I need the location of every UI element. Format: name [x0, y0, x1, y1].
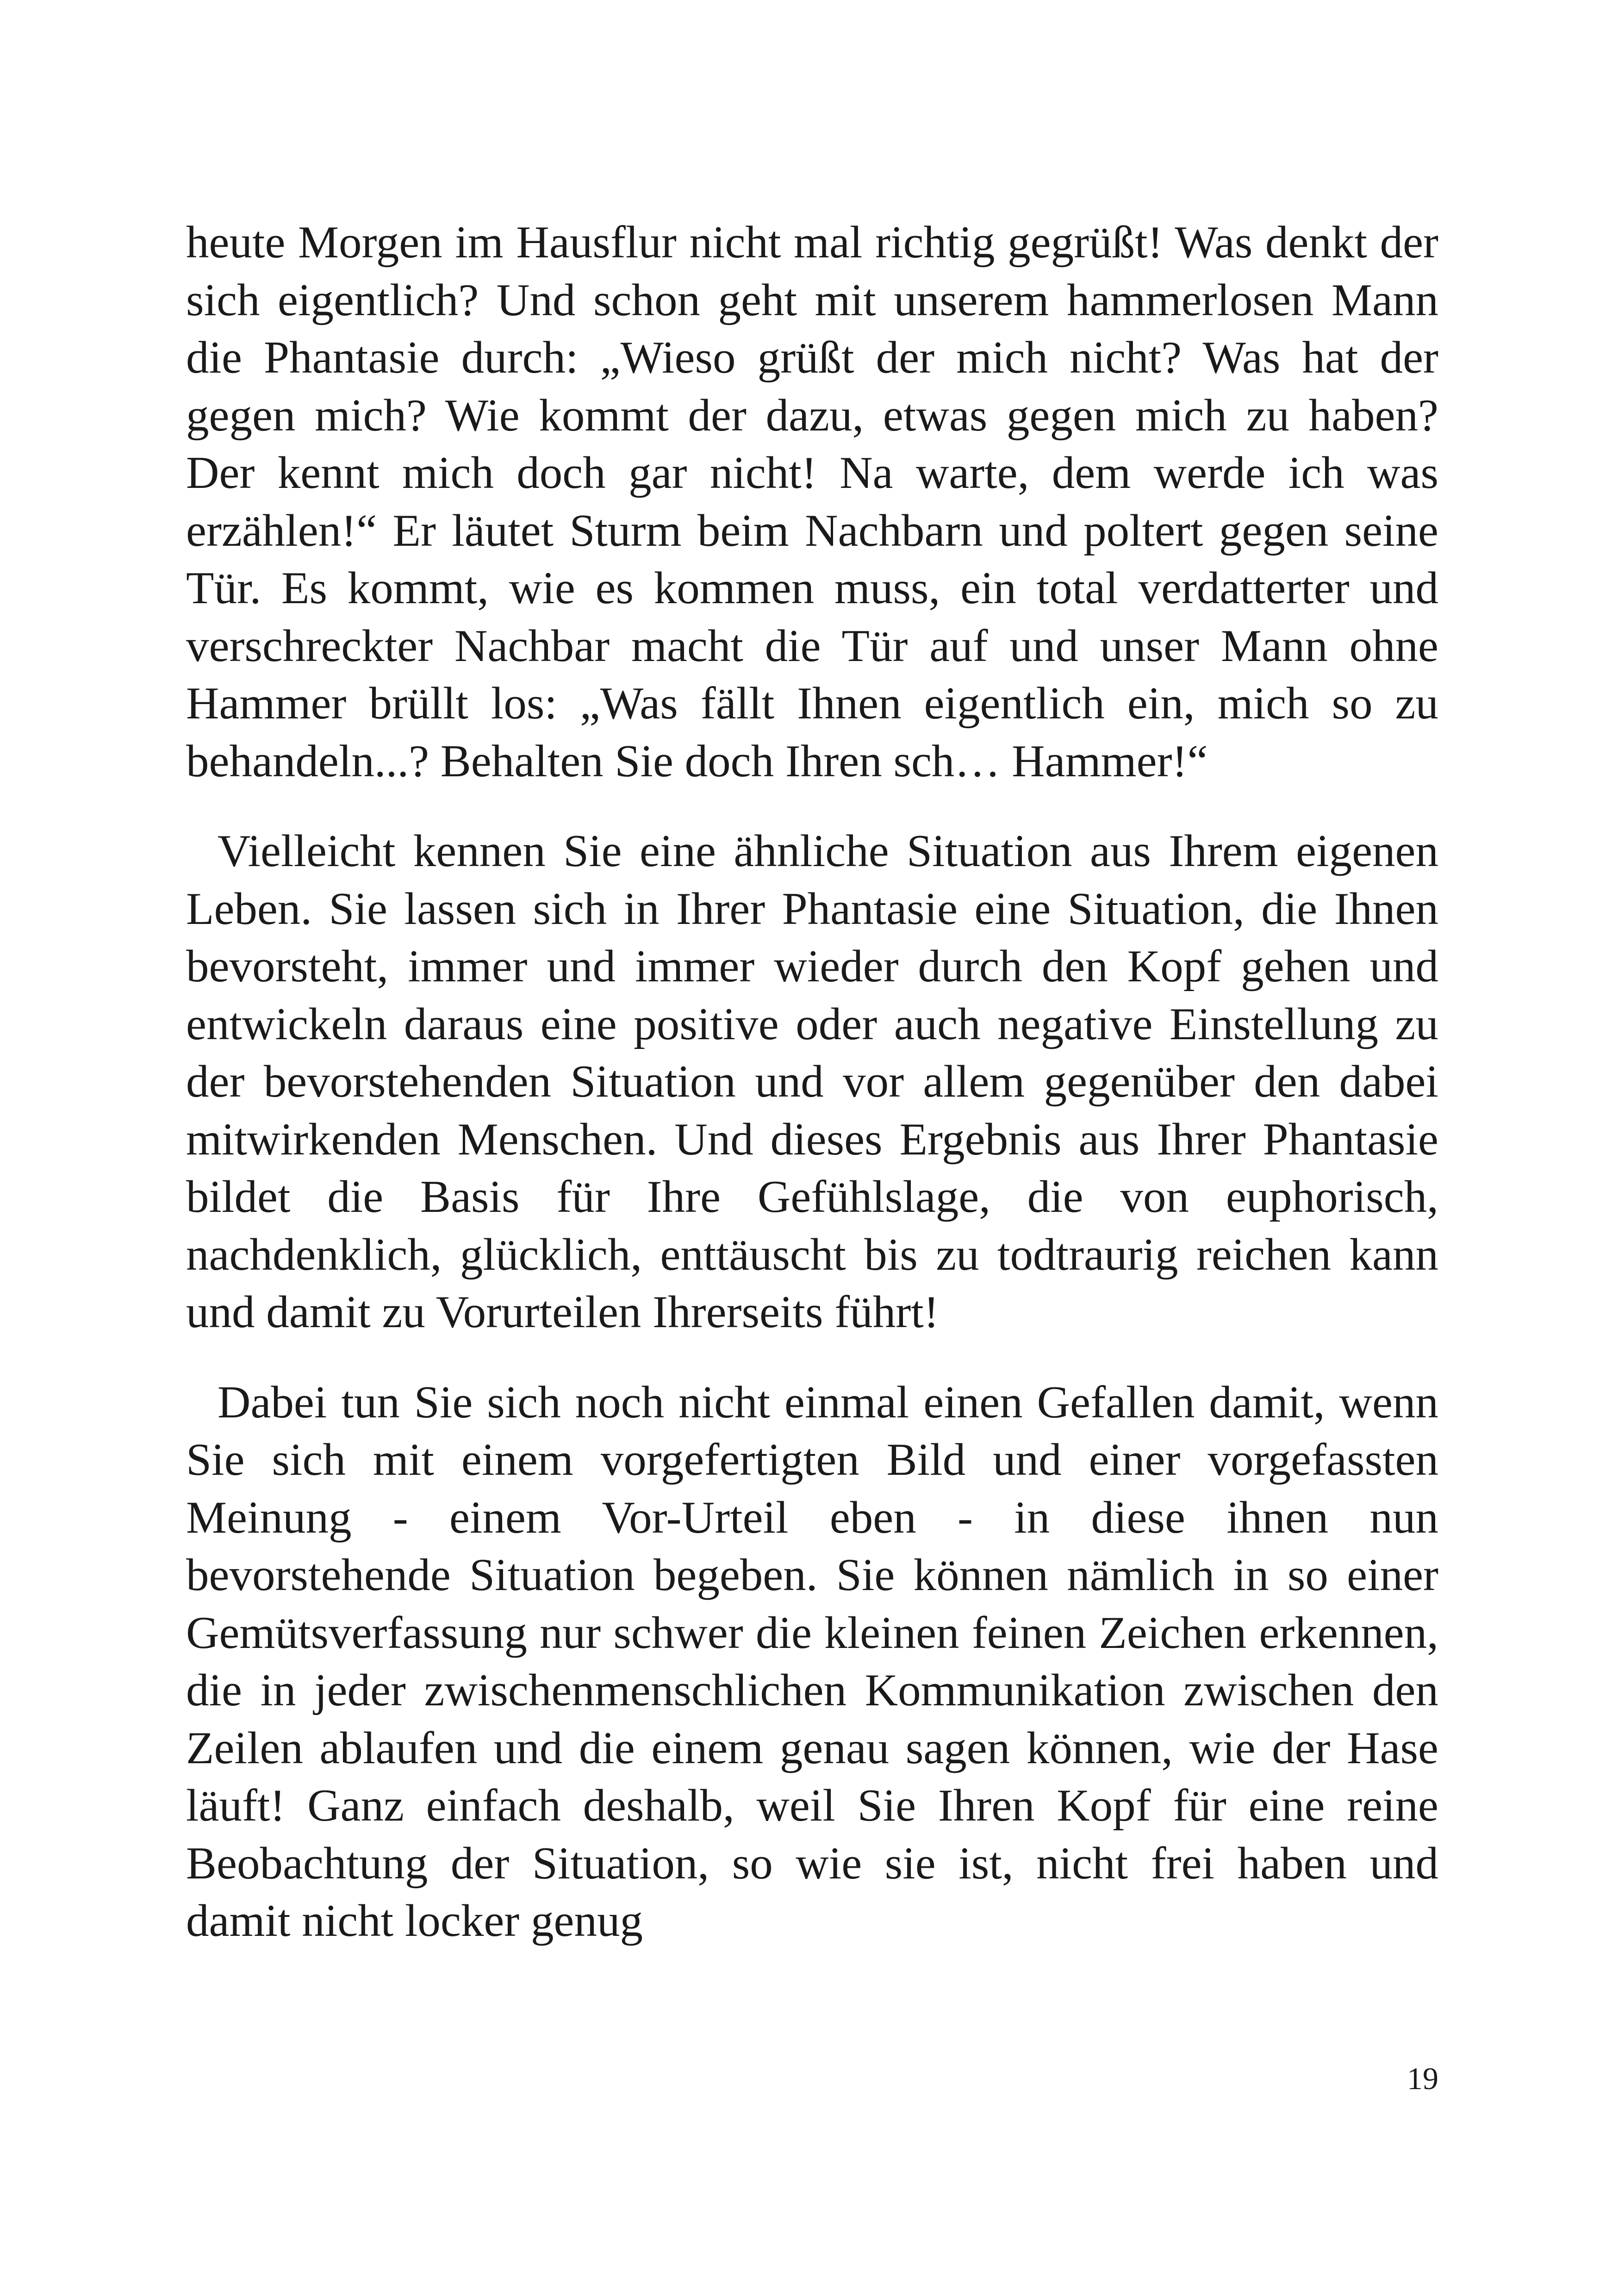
paragraph-3: Dabei tun Sie sich noch nicht einmal einen Gefallen damit, wenn Sie sich mit einem vorgefertigten Bild und einer vorgefassten Meinung - einem Vor-Urteil eben - in diese ihnen nun bevorstehende Situation begeben. Sie können nämlich in so einer Gemütsverfassung nur schwer die kleinen feinen Zeichen erkennen, die in jeder zwischenmenschlichen Kommunikation zwischen den Zeilen ablaufen und die einem genau sagen können, wie der Hase läuft! Ganz einfach deshalb, weil Sie Ihren Kopf für eine reine Beobachtung der Situation, so wie sie ist, nicht frei haben und damit nicht locker genug [186, 1377, 1438, 1946]
paragraph-1: heute Morgen im Hausflur nicht mal richtig gegrüßt! Was denkt der sich eigentlich? Und schon geht mit unserem hammerlosen Mann die Phantasie durch: „Wieso grüßt der mich nicht? Was hat der gegen mich? Wie kommt der dazu, etwas gegen mich zu haben? Der kennt mich doch gar nicht! Na warte, dem werde ich was erzählen!“ Er läutet Sturm beim Nachbarn und poltert gegen seine Tür. Es kommt, wie es kommen muss, ein total verdatterter und verschreckter Nachbar macht die Tür auf und unser Mann ohne Hammer brüllt los: „Was fällt Ihnen eigentlich ein, mich so zu behandeln...? Behalten Sie doch Ihren sch… Hammer!“ [186, 217, 1438, 786]
body-text [186, 214, 1438, 1950]
page-number: 19 [1407, 2061, 1438, 2096]
paragraph-2: Vielleicht kennen Sie eine ähnliche Situation aus Ihrem eigenen Leben. Sie lassen sich in Ihrer Phantasie eine Situation, die Ihnen bevorsteht, immer und immer wieder durch den Kopf gehen und entwickeln daraus eine positive oder auch negative Einstellung zu der bevorstehenden Situation und vor allem gegenüber den dabei mitwirkenden Menschen. Und dieses Ergebnis aus Ihrer Phantasie bildet die Basis für Ihre Gefühlslage, die von euphorisch, nachdenklich, glücklich, enttäuscht bis zu todtraurig reichen kann und damit zu Vorurteilen Ihrerseits führt! [186, 826, 1438, 1337]
